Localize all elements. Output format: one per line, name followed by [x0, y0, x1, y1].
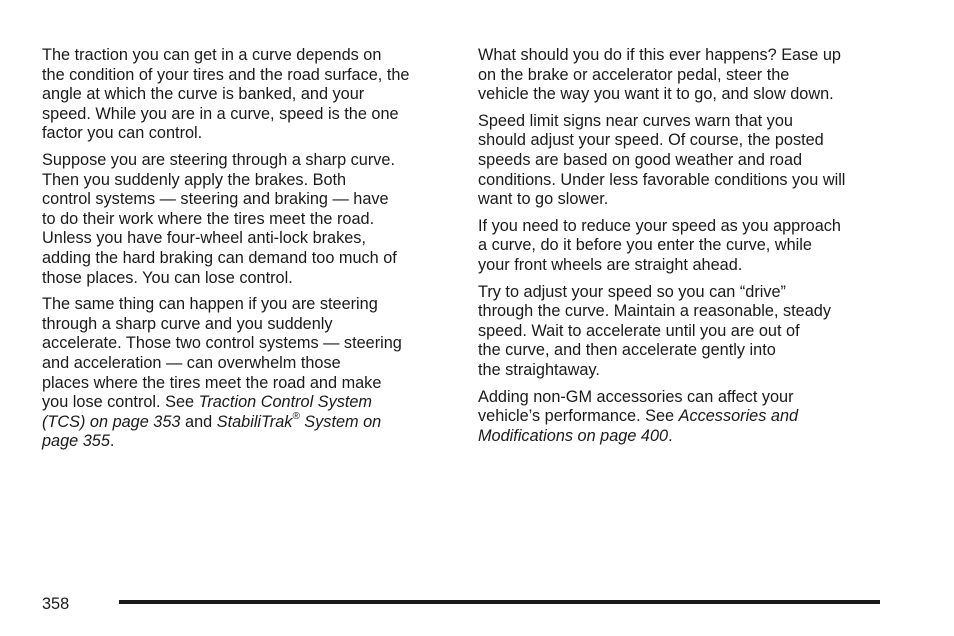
text-line [42, 413, 454, 433]
text-line: through a sharp curve and you suddenly [42, 314, 333, 333]
text-line: your front wheels are straight ahead. [478, 255, 743, 274]
paragraph-what-to-do [478, 46, 888, 105]
text-line: accelerate. Those two control systems — steering [42, 334, 402, 353]
text-line: What should you do if this ever happens? Ease up [478, 46, 841, 64]
right-column [478, 46, 888, 453]
text-line: on the brake or accelerator pedal, steer the [478, 65, 790, 84]
footer-divider [119, 600, 880, 604]
paragraph-acceleration [42, 295, 454, 452]
text-line [478, 407, 888, 427]
text-line [42, 393, 454, 413]
tcs-reference-link[interactable]: Traction Control System [198, 393, 372, 412]
text-line: through the curve. Maintain a reasonable, steady [478, 302, 831, 321]
text-fragment: System on [299, 412, 382, 431]
text-line: speed. Wait to accelerate until you are out of [478, 321, 800, 340]
text-line: The same thing can happen if you are steering [42, 295, 378, 314]
stabilitrak-reference-link[interactable]: page 355 [42, 432, 110, 451]
paragraph-braking [42, 151, 454, 288]
text-fragment: . [109, 432, 115, 451]
text-line [42, 432, 454, 452]
paragraph-drive-through [478, 283, 888, 381]
text-line: Suppose you are steering through a sharp curve. [42, 150, 395, 169]
text-line: speed. While you are in a curve, speed is the one [42, 104, 399, 123]
registered-trademark-symbol: ® [292, 411, 300, 423]
paragraph-traction [42, 46, 454, 144]
text-line: The traction you can get in a curve depends on [42, 46, 382, 64]
page-number: 358 [42, 595, 70, 613]
stabilitrak-reference-link[interactable] [217, 413, 382, 431]
text-line: If you need to reduce your speed as you approach [478, 216, 841, 235]
paragraph-speed-signs [478, 112, 888, 210]
text-line: the straightaway. [478, 360, 600, 379]
text-line: control systems — steering and braking — have [42, 190, 389, 209]
text-line [478, 427, 888, 447]
text-line: a curve, do it before you enter the curve, while [478, 236, 812, 255]
text-line: Unless you have four-wheel anti-lock brakes, [42, 229, 366, 248]
paragraph-reduce-speed [478, 217, 888, 276]
text-line: want to go slower. [478, 190, 609, 209]
text-line: angle at which the curve is banked, and your [42, 85, 365, 104]
text-line: places where the tires meet the road and make [42, 373, 382, 392]
text-line: vehicle the way you want it to go, and slow down. [478, 85, 834, 104]
text-line: factor you can control. [42, 124, 203, 143]
text-line: should adjust your speed. Of course, the posted [478, 131, 824, 150]
text-line: Adding non-GM accessories can affect your [478, 387, 794, 406]
text-line: those places. You can lose control. [42, 268, 293, 287]
text-line: Then you suddenly apply the brakes. Both [42, 170, 347, 189]
paragraph-accessories [478, 388, 888, 447]
text-line: conditions. Under less favorable conditions you will [478, 170, 846, 189]
accessories-reference-link[interactable]: Modifications on page 400 [478, 426, 669, 445]
text-line: and acceleration — can overwhelm those [42, 353, 341, 372]
left-column [42, 46, 454, 459]
text-fragment: StabiliTrak [216, 412, 293, 431]
text-fragment: vehicle’s performance. See [478, 407, 679, 426]
tcs-reference-link[interactable]: (TCS) on page 353 [42, 412, 181, 431]
text-line: Try to adjust your speed so you can “drive” [478, 282, 786, 301]
text-line: the condition of your tires and the road surface, the [42, 65, 410, 84]
text-line: adding the hard braking can demand too much of [42, 248, 397, 267]
text-fragment: you lose control. See [42, 393, 199, 412]
accessories-reference-link[interactable]: Accessories and [678, 407, 799, 426]
text-line: Speed limit signs near curves warn that you [478, 111, 793, 130]
text-line: to do their work where the tires meet the road. [42, 209, 375, 228]
text-line: speeds are based on good weather and road [478, 150, 803, 169]
text-line: the curve, and then accelerate gently into [478, 341, 776, 360]
text-fragment: . [668, 426, 673, 445]
text-fragment: and [180, 412, 217, 431]
